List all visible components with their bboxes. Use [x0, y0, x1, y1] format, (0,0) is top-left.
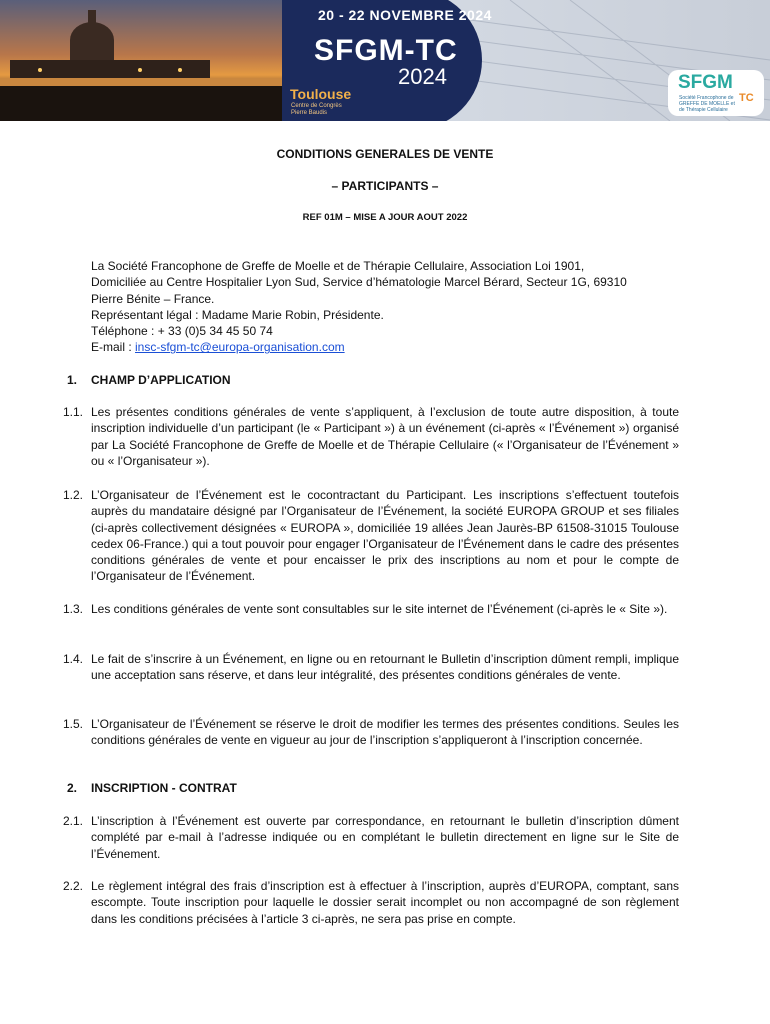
- logo-subtitle: Société Francophone de GREFFE DE MOELLE et de Thérapie Cellulaire: [679, 95, 735, 113]
- paragraph-text: Les conditions générales de vente sont consultables sur le site internet de l’Événement (ci-après le « Site »).: [91, 602, 668, 616]
- paragraph-text: Les présentes conditions générales de vente s’appliquent, à l’exclusion de toute autre disposition, à toute inscription individuelle d’un participant (le « Participant ») à un événement (ci-après « l’Événement ») organisé par La Société Francophone de Greffe de Moelle et de Thérapie Cellulaire (« l’Organisateur de l’Événement » ou « l’Organisateur »).: [91, 405, 679, 468]
- paragraph: [63, 487, 679, 585]
- paragraph-number: 1.5.: [63, 717, 84, 731]
- paragraph-number: 1.3.: [63, 602, 84, 616]
- section-number: 2.: [67, 781, 78, 795]
- paragraph-text: L’Organisateur de l’Événement se réserve le droit de modifier les termes des présentes conditions. Seules les conditions générales de vente en vigueur au jour de l’inscription s’appliqueront à l’inscription concernée.: [91, 717, 679, 748]
- section-heading: [67, 373, 231, 387]
- phone-number: Téléphone : + 33 (0)5 34 45 50 74: [91, 324, 273, 339]
- document-title: CONDITIONS GENERALES DE VENTE: [276, 147, 494, 161]
- event-city: Toulouse: [290, 86, 352, 102]
- logo-text: SFGM: [678, 72, 733, 93]
- paragraph-number: 2.2.: [63, 879, 84, 893]
- event-date: 20 - 22 NOVEMBRE 2024: [318, 7, 492, 23]
- email-link[interactable]: insc-sfgm-tc@europa-organisation.com: [135, 340, 345, 355]
- event-title: SFGM-TC: [314, 34, 458, 67]
- event-venue: Centre de Congrès Pierre Baudis: [291, 103, 342, 116]
- legal-representative: Représentant légal : Madame Marie Robin, Présidente.: [91, 307, 384, 322]
- header-banner: [0, 0, 770, 121]
- paragraph-text: Le fait de s’inscrire à un Événement, en ligne ou en retournant le Bulletin d’inscription dûment rempli, implique une acceptation sans réserve, et dans leur intégralité, des présentes conditions générales de vente.: [91, 652, 679, 683]
- section-title: CHAMP D’APPLICATION: [91, 373, 231, 387]
- paragraph: [63, 878, 679, 927]
- paragraph: [63, 716, 679, 749]
- paragraph: [63, 651, 679, 684]
- email-line: [91, 339, 691, 355]
- paragraph-number: 2.1.: [63, 814, 84, 828]
- paragraph-text: L’Organisateur de l’Événement est le cocontractant du Participant. Les inscriptions s’effectuent toutefois auprès du mandataire désigné par l’Organisateur de l’Événement, la société EUROPA GROUP et ses filiales (ci-après collectivement désignées « EUROPA », domiciliée 19 allées Jean Jaurès-BP 61508-31015 Toulouse cedex 06-France.) qui a tout pouvoir pour engager l’Organisateur de l’Événement dans le cadre des présentes conditions générales de vente et pour encaisser le prix des inscriptions au nom et pour le compte de l’Organisateur de l’Événement.: [91, 488, 679, 584]
- organizer-address: [91, 258, 691, 356]
- document-reference: REF 01M – MISE A JOUR AOUT 2022: [302, 212, 468, 223]
- address-line: Domiciliée au Centre Hospitalier Lyon Sud, Service d’hématologie Marcel Bérard, Secteur 1G, 69310: [91, 275, 627, 290]
- address-line: Pierre Bénite – France.: [91, 291, 215, 306]
- document-subtitle: – PARTICIPANTS –: [331, 179, 439, 193]
- paragraph-number: 1.1.: [63, 405, 84, 419]
- toulouse-dome-photo: [0, 0, 300, 121]
- paragraph-text: Le règlement intégral des frais d’inscription est à effectuer à l’inscription, auprès d’EUROPA, comptant, sans escompte. Toute inscription pour laquelle le dossier serait incomplet ou non accompagné de son règlement dans les conditions précisées à l’article 3 ci-après, ne sera pas prise en compte.: [91, 879, 679, 926]
- event-year: 2024: [398, 64, 447, 89]
- paragraph-number: 1.4.: [63, 652, 84, 666]
- paragraph: [63, 404, 679, 469]
- logo-tc-text: TC: [739, 92, 754, 104]
- section-number: 1.: [67, 373, 78, 387]
- paragraph: [63, 813, 679, 862]
- section-title: INSCRIPTION - CONTRAT: [91, 781, 237, 795]
- email-label: E-mail :: [91, 340, 136, 355]
- paragraph-text: L’inscription à l’Événement est ouverte par correspondance, en retournant le bulletin d’inscription dûment complété par e-mail à l’adresse indiquée ou en complétant le bulletin directement en ligne sur le Site de l’Événement.: [91, 814, 679, 861]
- paragraph: [63, 601, 679, 617]
- paragraph-number: 1.2.: [63, 488, 84, 502]
- section-heading: [67, 781, 237, 795]
- address-line: La Société Francophone de Greffe de Moelle et de Thérapie Cellulaire, Association Loi 1901,: [91, 259, 585, 273]
